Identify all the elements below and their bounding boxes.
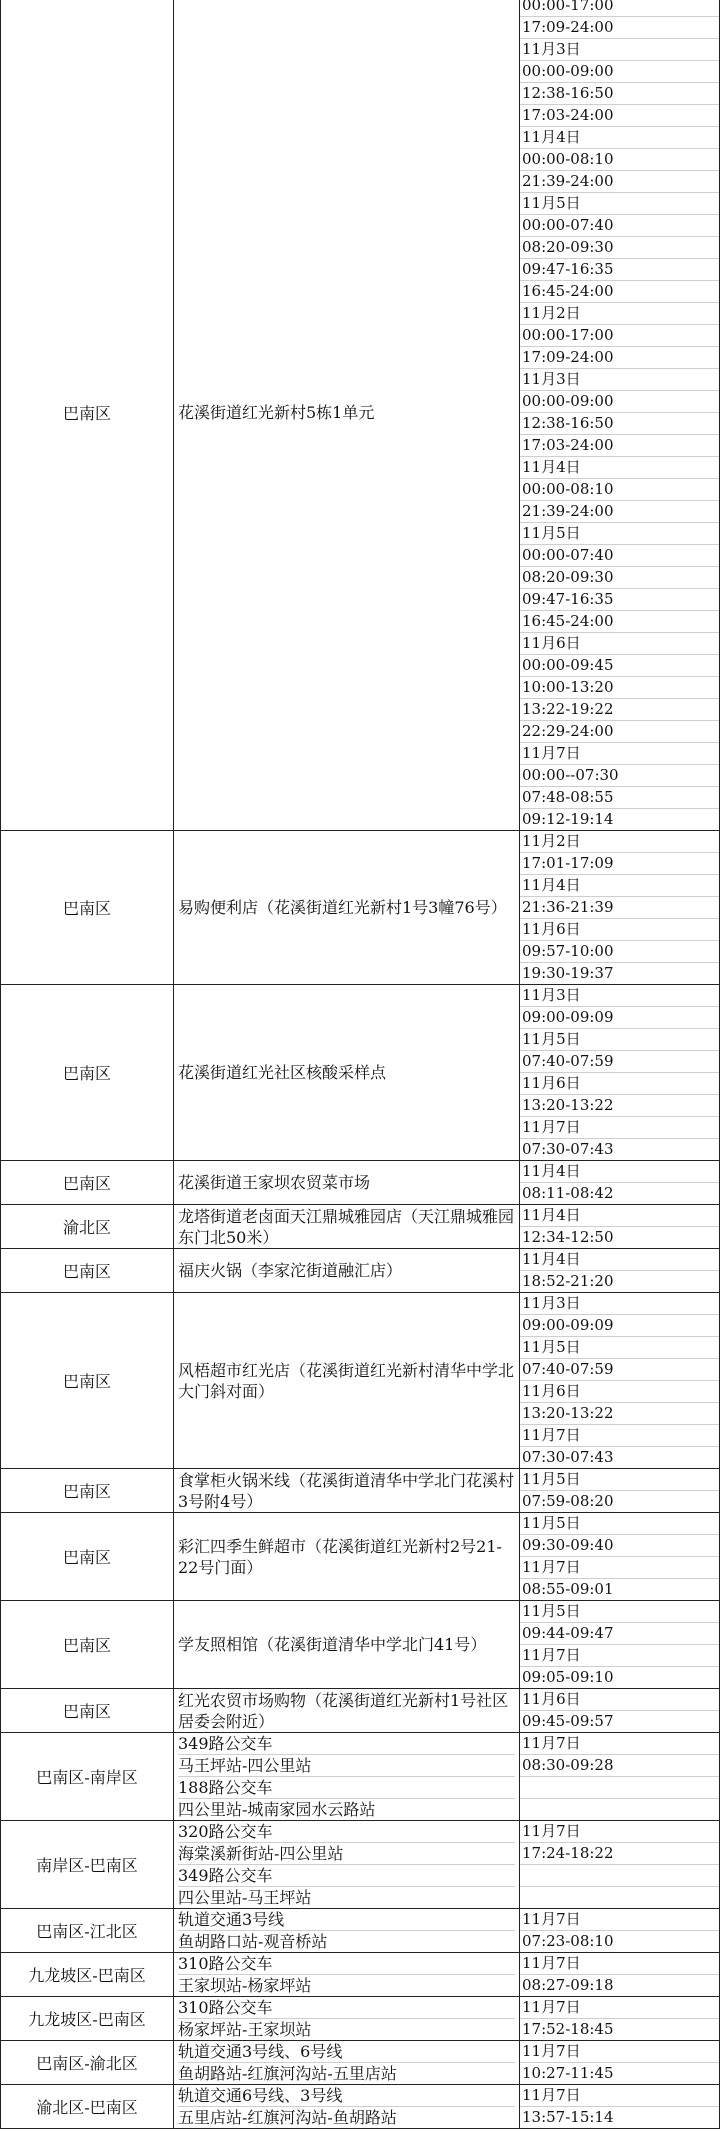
time-line: 17:03-24:00 [520, 105, 719, 127]
time-line: 11月6日 [520, 1689, 719, 1711]
district-cell: 九龙坡区-巴南区 [1, 1997, 174, 2041]
time-line: 09:44-09:47 [520, 1623, 719, 1645]
time-line: 00:00-08:10 [520, 149, 719, 171]
table-row [1, 1205, 720, 1249]
time-line: 00:00-09:00 [520, 391, 719, 413]
time-cell [520, 1249, 720, 1293]
time-line: 12:38-16:50 [520, 413, 719, 435]
time-line: 09:47-16:35 [520, 589, 719, 611]
place-cell [174, 1953, 520, 1997]
place-cell [174, 1689, 520, 1733]
time-cell [520, 1689, 720, 1733]
time-line: 11月7日 [520, 1117, 719, 1139]
time-cell [520, 1513, 720, 1601]
district-cell: 巴南区 [1, 1513, 174, 1601]
time-cell [520, 0, 720, 831]
place-text: 红光农贸市场购物（花溪街道红光新村1号社区居委会附近） [178, 1690, 509, 1731]
time-cell [520, 1293, 720, 1469]
time-cell [520, 1601, 720, 1689]
table-body [1, 0, 720, 2129]
district-cell: 南岸区-巴南区 [1, 1821, 174, 1909]
place-text: 风梧超市红光店（花溪街道红光新村清华中学北大门斜对面） [178, 1360, 515, 1401]
time-line: 00:00--07:30 [520, 765, 719, 787]
time-line: 10:27-11:45 [522, 2064, 614, 2082]
district-cell: 巴南区 [1, 1601, 174, 1689]
time-line: 17:09-24:00 [520, 17, 719, 39]
time-line: 11月7日 [520, 1909, 719, 1931]
table-row [1, 1821, 720, 1909]
time-line: 07:23-08:10 [522, 1932, 614, 1950]
time-line: 11月4日 [520, 457, 719, 479]
time-line: 11月5日 [520, 1029, 719, 1051]
district-cell: 巴南区-南岸区 [1, 1733, 174, 1821]
time-line: 00:00-17:00 [520, 325, 719, 347]
place-line: 四公里站-马王坪站 [178, 1888, 312, 1907]
time-line: 11月6日 [520, 1073, 719, 1095]
time-cell [520, 1953, 720, 1997]
place-line: 188路公交车 [178, 1777, 515, 1799]
time-line: 09:12-19:14 [522, 810, 614, 828]
table-row [1, 1909, 720, 1953]
time-line: 11月7日 [520, 743, 719, 765]
time-line: 17:03-24:00 [520, 435, 719, 457]
time-line: 11月4日 [520, 127, 719, 149]
time-cell [520, 1821, 720, 1909]
time-line: 07:40-07:59 [520, 1051, 719, 1073]
place-line: 轨道交通3号线 [178, 1909, 515, 1931]
time-line: 13:57-15:14 [522, 2108, 614, 2126]
time-line: 11月4日 [520, 875, 719, 897]
time-line: 08:11-08:42 [522, 1184, 614, 1202]
place-cell [174, 1733, 520, 1821]
time-cell [520, 1909, 720, 1953]
time-line: 09:00-09:09 [520, 1315, 719, 1337]
place-text: 花溪街道红光新村5栋1单元 [178, 403, 375, 422]
time-line: 16:45-24:00 [520, 281, 719, 303]
time-cell [520, 1997, 720, 2041]
time-line: 17:24-18:22 [520, 1843, 719, 1865]
table-row [1, 1601, 720, 1689]
place-line: 鱼胡路站-红旗河沟站-五里店站 [178, 2064, 397, 2083]
district-cell: 巴南区 [1, 1469, 174, 1513]
place-cell [174, 2085, 520, 2129]
district-cell: 巴南区 [1, 1689, 174, 1733]
place-line: 海棠溪新街站-四公里站 [178, 1843, 515, 1865]
time-cell [520, 2041, 720, 2085]
place-text: 易购便利店（花溪街道红光新村1号3幢76号） [178, 898, 507, 917]
time-cell [520, 985, 720, 1161]
time-line: 11月7日 [520, 1557, 719, 1579]
time-line: 21:36-21:39 [520, 897, 719, 919]
time-line: 07:40-07:59 [520, 1359, 719, 1381]
place-cell [174, 1205, 520, 1249]
time-line: 00:00-09:00 [520, 61, 719, 83]
time-line: 11月6日 [520, 919, 719, 941]
place-text: 学友照相馆（花溪街道清华中学北门41号） [178, 1635, 487, 1654]
place-text: 花溪街道王家坝农贸菜市场 [178, 1173, 371, 1192]
time-line: 11月5日 [520, 1337, 719, 1359]
place-cell [174, 831, 520, 985]
district-cell: 巴南区 [1, 1249, 174, 1293]
time-line: 09:47-16:35 [520, 259, 719, 281]
time-line: 00:00-09:45 [520, 655, 719, 677]
time-line: 17:01-17:09 [520, 853, 719, 875]
time-line: 11月2日 [520, 303, 719, 325]
table-row [1, 1733, 720, 1821]
time-line: 09:57-10:00 [520, 941, 719, 963]
time-line: 11月3日 [520, 1293, 719, 1315]
time-line: 07:30-07:43 [522, 1448, 614, 1466]
time-line: 00:00-07:40 [520, 215, 719, 237]
time-cell [520, 1733, 720, 1821]
place-text: 花溪街道红光社区核酸采样点 [178, 1063, 387, 1082]
place-cell [174, 1997, 520, 2041]
time-line: 19:30-19:37 [522, 964, 614, 982]
place-text: 龙塔街道老卤面天江鼎城雅园店（天江鼎城雅园东门北50米） [178, 1206, 515, 1247]
place-line: 马王坪站-四公里站 [178, 1755, 515, 1777]
time-line [520, 1799, 719, 1820]
time-line: 08:27-09:18 [522, 1976, 614, 1994]
table-row [1, 2041, 720, 2085]
time-line: 00:00-07:40 [520, 545, 719, 567]
time-line: 08:55-09:01 [522, 1580, 614, 1598]
time-line: 11月5日 [520, 1513, 719, 1535]
time-line: 11月3日 [520, 39, 719, 61]
place-line: 杨家坪站-王家坝站 [178, 2020, 312, 2039]
time-line: 11月5日 [520, 523, 719, 545]
time-line: 07:59-08:20 [522, 1492, 614, 1510]
time-line: 11月2日 [520, 831, 719, 853]
time-line: 09:45-09:57 [522, 1712, 614, 1730]
table-row [1, 1469, 720, 1513]
place-cell [174, 1601, 520, 1689]
table-row [1, 1997, 720, 2041]
time-cell [520, 1161, 720, 1205]
time-line: 11月5日 [520, 193, 719, 215]
table-row [1, 985, 720, 1161]
time-line: 11月3日 [520, 985, 719, 1007]
district-cell: 巴南区 [1, 1293, 174, 1469]
time-line: 09:00-09:09 [520, 1007, 719, 1029]
time-line: 12:34-12:50 [522, 1228, 614, 1246]
place-cell [174, 1161, 520, 1205]
time-line: 11月7日 [520, 1645, 719, 1667]
time-line: 11月5日 [520, 1601, 719, 1623]
time-line: 11月7日 [520, 1997, 719, 2019]
place-text: 彩汇四季生鲜超市（花溪街道红光新村2号21-22号门面） [178, 1536, 502, 1577]
time-line: 12:38-16:50 [520, 83, 719, 105]
table-row [1, 0, 720, 831]
time-line: 11月7日 [520, 1821, 719, 1843]
place-line: 四公里站-城南家园水云路站 [178, 1800, 376, 1819]
table-row [1, 1249, 720, 1293]
place-cell [174, 1909, 520, 1953]
time-line: 11月7日 [520, 1425, 719, 1447]
time-line: 21:39-24:00 [520, 171, 719, 193]
time-line: 16:45-24:00 [520, 611, 719, 633]
place-line: 310路公交车 [178, 1997, 515, 2019]
time-line: 22:29-24:00 [520, 721, 719, 743]
table-row [1, 1513, 720, 1601]
time-line: 08:30-09:28 [520, 1755, 719, 1777]
time-line: 07:30-07:43 [522, 1140, 614, 1158]
time-cell [520, 1469, 720, 1513]
time-line: 09:30-09:40 [520, 1535, 719, 1557]
place-cell [174, 0, 520, 831]
district-cell: 巴南区 [1, 1161, 174, 1205]
place-line: 320路公交车 [178, 1821, 515, 1843]
table-row [1, 2085, 720, 2129]
district-cell: 巴南区 [1, 985, 174, 1161]
district-cell: 巴南区 [1, 831, 174, 985]
place-cell [174, 1469, 520, 1513]
district-cell: 巴南区 [1, 0, 174, 831]
place-cell [174, 1513, 520, 1601]
time-line: 11月7日 [520, 2041, 719, 2063]
time-line: 18:52-21:20 [522, 1272, 614, 1290]
place-cell [174, 1249, 520, 1293]
time-line: 11月5日 [520, 1469, 719, 1491]
place-cell [174, 1821, 520, 1909]
time-line: 21:39-24:00 [520, 501, 719, 523]
district-cell: 巴南区-渝北区 [1, 2041, 174, 2085]
time-line: 00:00-17:00 [520, 0, 719, 17]
place-text: 福庆火锅（李家沱街道融汇店） [178, 1261, 403, 1280]
place-line: 310路公交车 [178, 1953, 515, 1975]
table-row [1, 1161, 720, 1205]
time-cell [520, 2085, 720, 2129]
table-row [1, 1953, 720, 1997]
time-line: 07:48-08:55 [520, 787, 719, 809]
time-line: 09:05-09:10 [522, 1668, 614, 1686]
time-line: 11月4日 [520, 1205, 719, 1227]
place-line: 349路公交车 [178, 1865, 515, 1887]
time-line: 00:00-08:10 [520, 479, 719, 501]
place-cell [174, 985, 520, 1161]
district-cell: 九龙坡区-巴南区 [1, 1953, 174, 1997]
time-cell [520, 831, 720, 985]
time-line: 11月7日 [520, 1733, 719, 1755]
time-line: 10:00-13:20 [520, 677, 719, 699]
time-line: 11月4日 [520, 1249, 719, 1271]
place-line: 鱼胡路口站-观音桥站 [178, 1932, 328, 1951]
time-line: 13:20-13:22 [520, 1095, 719, 1117]
place-line: 349路公交车 [178, 1733, 515, 1755]
time-line: 08:20-09:30 [520, 237, 719, 259]
time-line: 08:20-09:30 [520, 567, 719, 589]
table-row [1, 1293, 720, 1469]
place-line: 轨道交通3号线、6号线 [178, 2041, 515, 2063]
place-line: 王家坝站-杨家坪站 [178, 1976, 312, 1995]
table-row [1, 1689, 720, 1733]
time-line: 11月6日 [520, 633, 719, 655]
time-line [520, 1887, 719, 1908]
time-line: 13:22-19:22 [520, 699, 719, 721]
district-cell: 巴南区-江北区 [1, 1909, 174, 1953]
time-line: 11月3日 [520, 369, 719, 391]
time-line: 17:52-18:45 [522, 2020, 614, 2038]
time-line: 13:20-13:22 [520, 1403, 719, 1425]
place-line: 五里店站-红旗河沟站-鱼胡路站 [178, 2108, 397, 2127]
time-line: 17:09-24:00 [520, 347, 719, 369]
time-cell [520, 1205, 720, 1249]
place-line: 轨道交通6号线、3号线 [178, 2085, 515, 2107]
place-text: 食掌柜火锅米线（花溪街道清华中学北门花溪村3号附4号） [178, 1470, 515, 1511]
table-row [1, 831, 720, 985]
district-cell: 渝北区 [1, 1205, 174, 1249]
district-cell: 渝北区-巴南区 [1, 2085, 174, 2129]
time-line: 11月7日 [520, 1953, 719, 1975]
place-cell [174, 1293, 520, 1469]
time-line [520, 1865, 719, 1887]
time-line [520, 1777, 719, 1799]
time-line: 11月7日 [520, 2085, 719, 2107]
time-line: 11月4日 [520, 1161, 719, 1183]
place-cell [174, 2041, 520, 2085]
time-line: 11月6日 [520, 1381, 719, 1403]
